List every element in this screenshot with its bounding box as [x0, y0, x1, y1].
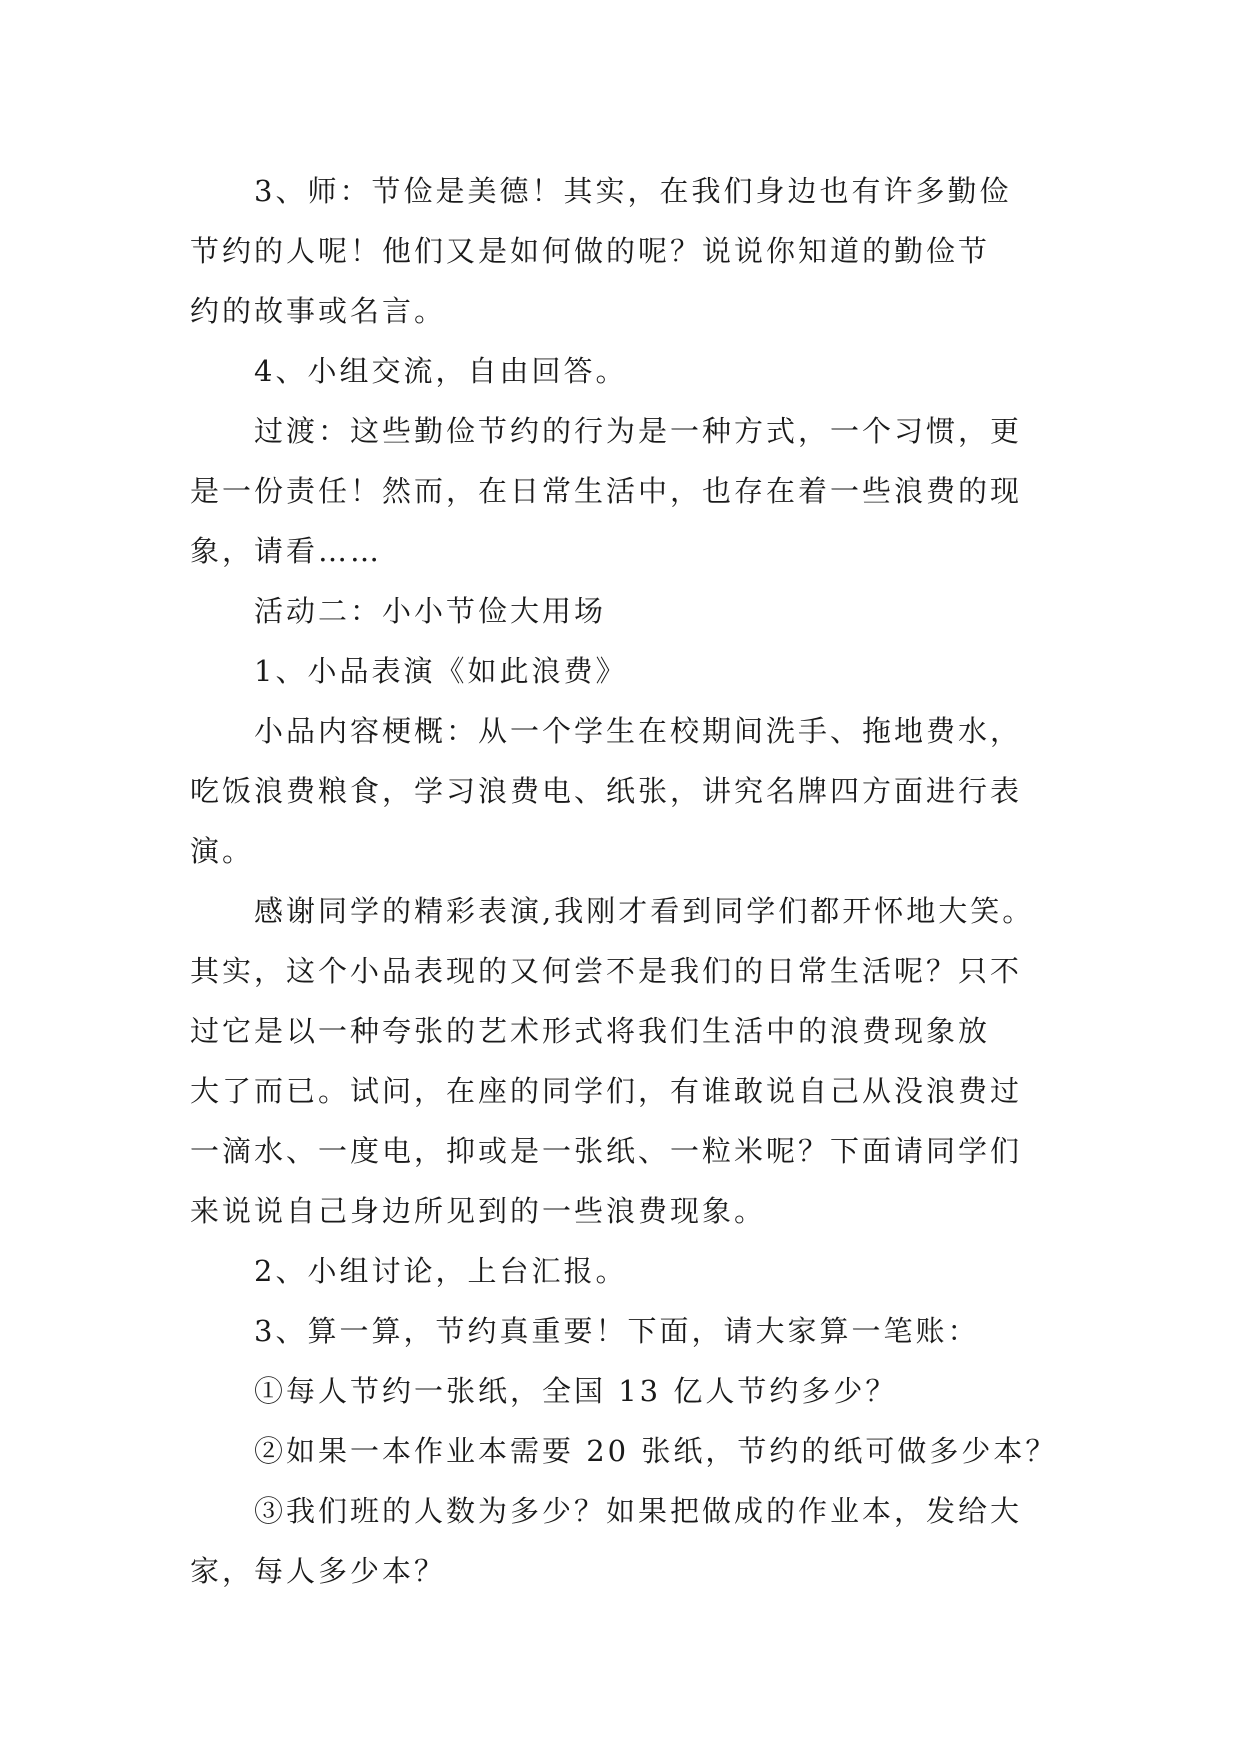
text-line: 小品内容梗概：从一个学生在校期间洗手、拖地费水，	[254, 714, 1023, 748]
text-line: 家，每人多少本？	[190, 1554, 447, 1588]
text-line: 其实，这个小品表现的又何尝不是我们的日常生活呢？只不	[190, 954, 1023, 988]
text-line: 过它是以一种夸张的艺术形式将我们生活中的浪费现象放	[190, 1014, 991, 1048]
text-line: 过渡：这些勤俭节约的行为是一种方式，一个习惯，更	[254, 414, 1023, 448]
text-line: 3、师：节俭是美德！其实，在我们身边也有许多勤俭	[254, 174, 1012, 208]
text-line: 来说说自己身边所见到的一些浪费现象。	[190, 1194, 767, 1228]
text-line: 吃饭浪费粮食，学习浪费电、纸张，讲究名牌四方面进行表	[190, 774, 1023, 808]
text-line: 象，请看……	[190, 534, 383, 568]
text-line: 活动二：小小节俭大用场	[254, 594, 607, 628]
text-line: 一滴水、一度电，抑或是一张纸、一粒米呢？下面请同学们	[190, 1134, 1023, 1168]
text-line: 感谢同学的精彩表演,我刚才看到同学们都开怀地大笑。	[254, 894, 1035, 928]
text-line: 2、小组讨论，上台汇报。	[254, 1254, 628, 1288]
document-body	[190, 161, 1060, 1601]
text-line: 是一份责任！然而，在日常生活中，也存在着一些浪费的现	[190, 474, 1023, 508]
text-line: 大了而已。试问，在座的同学们，有谁敢说自己从没浪费过	[190, 1074, 1023, 1108]
text-line: ②如果一本作业本需要 20 张纸，节约的纸可做多少本？	[254, 1434, 1058, 1468]
text-line: 节约的人呢！他们又是如何做的呢？说说你知道的勤俭节	[190, 234, 991, 268]
text-line: 1、小品表演《如此浪费》	[254, 654, 628, 688]
text-line: ③我们班的人数为多少？如果把做成的作业本，发给大	[254, 1494, 1023, 1528]
text-line: 4、小组交流，自由回答。	[254, 354, 628, 388]
text-line: ①每人节约一张纸，全国 13 亿人节约多少？	[254, 1374, 898, 1408]
text-line: 演。	[190, 834, 255, 868]
text-line: 约的故事或名言。	[190, 294, 447, 328]
text-line: 3、算一算，节约真重要！下面，请大家算一笔账：	[254, 1314, 980, 1348]
